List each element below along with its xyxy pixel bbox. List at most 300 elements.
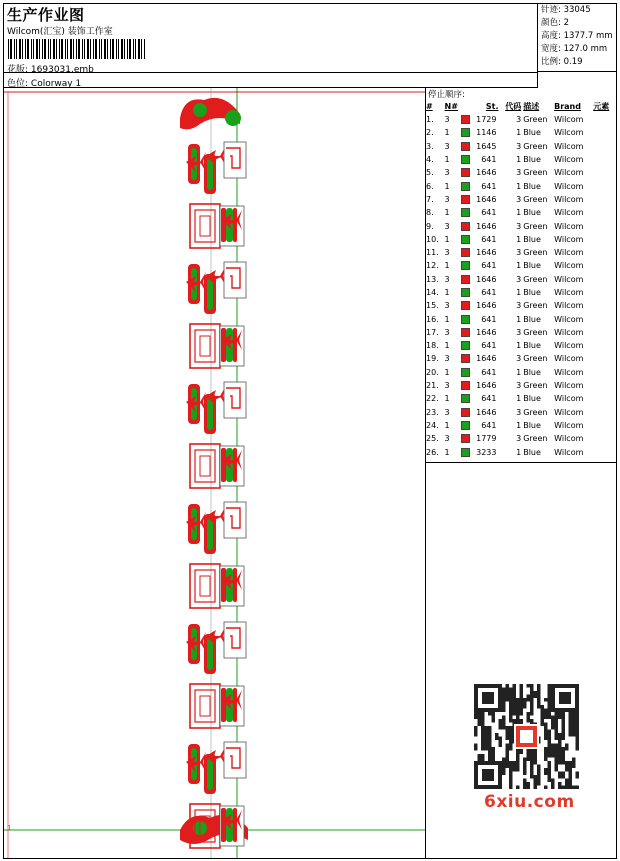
color-swatch xyxy=(461,275,470,284)
origin-marker: 1 xyxy=(7,824,12,832)
color-swatch-cell xyxy=(461,339,475,352)
table-cell: Green xyxy=(523,381,548,391)
table-cell: Blue xyxy=(523,367,541,377)
table-cell: 22. xyxy=(426,394,439,404)
stat-label: 针迹: xyxy=(541,5,561,15)
table-cell: 641 xyxy=(481,288,497,297)
color-swatch xyxy=(461,195,470,204)
table-cell: 1646 xyxy=(476,221,497,231)
table-cell: 1 xyxy=(444,128,450,138)
color-swatch-cell xyxy=(461,312,475,325)
stat-value: 2 xyxy=(563,18,569,28)
color-swatch-cell xyxy=(461,113,475,126)
table-cell: 19. xyxy=(426,354,439,364)
table-cell: Blue xyxy=(523,155,541,165)
table-cell: 1 xyxy=(444,314,450,324)
table-cell: 16. xyxy=(426,314,439,324)
table-cell: Wilcom xyxy=(554,168,584,178)
table-cell: Wilcom xyxy=(554,115,584,125)
table-cell: Wilcom xyxy=(554,261,584,271)
table-cell xyxy=(593,326,616,339)
table-cell: 1 xyxy=(444,341,450,351)
table-cell: 1646 xyxy=(476,301,497,311)
table-cell: 3 xyxy=(516,194,522,204)
table-cell: Wilcom xyxy=(554,354,584,364)
table-row xyxy=(426,339,616,352)
table-cell: 3 xyxy=(516,115,522,125)
table-cell: Wilcom xyxy=(554,208,584,218)
table-cell: Wilcom xyxy=(554,447,584,457)
stat-label: 比例: xyxy=(541,57,561,67)
stat-value: 33045 xyxy=(563,5,591,15)
color-swatch-cell xyxy=(461,166,475,179)
production-worksheet xyxy=(3,3,617,859)
table-cell xyxy=(593,233,616,246)
table-cell: 3 xyxy=(516,168,522,178)
table-cell: 3 xyxy=(444,381,450,391)
table-cell: 641 xyxy=(481,208,497,218)
sequence-heading: 停止顺序: xyxy=(428,90,465,100)
table-cell: Wilcom xyxy=(554,381,584,391)
color-swatch xyxy=(461,288,470,297)
table-cell: Green xyxy=(523,274,548,284)
col-header: # xyxy=(426,102,433,111)
col-header xyxy=(461,100,475,113)
table-cell: 3 xyxy=(444,327,450,337)
color-swatch-cell xyxy=(461,233,475,246)
color-swatch xyxy=(461,354,470,363)
table-cell: 1646 xyxy=(476,381,497,391)
table-cell: Blue xyxy=(523,261,541,271)
table-cell: Blue xyxy=(523,288,541,297)
table-cell: Wilcom xyxy=(554,341,584,351)
table-row xyxy=(426,419,616,432)
table-cell: 641 xyxy=(481,367,497,377)
table-row xyxy=(426,179,616,192)
table-cell: Wilcom xyxy=(554,367,584,377)
color-swatch-cell xyxy=(461,193,475,206)
table-cell xyxy=(593,352,616,365)
table-cell: 9. xyxy=(426,221,434,231)
table-cell xyxy=(593,419,616,432)
color-swatch-cell xyxy=(461,153,475,166)
color-swatch xyxy=(461,208,470,217)
qr-code-icon xyxy=(474,684,579,789)
table-cell: 1 xyxy=(444,234,450,244)
table-cell: Green xyxy=(523,248,548,258)
table-cell: 3 xyxy=(516,354,522,364)
table-cell: 21. xyxy=(426,381,439,391)
color-swatch-cell xyxy=(461,259,475,272)
table-cell: 1 xyxy=(516,394,522,404)
color-swatch xyxy=(461,142,470,151)
table-cell xyxy=(593,273,616,286)
table-row xyxy=(426,432,616,445)
stat-height xyxy=(538,30,616,43)
table-cell: 17. xyxy=(426,327,439,337)
table-cell xyxy=(593,126,616,139)
color-swatch-cell xyxy=(461,140,475,153)
color-swatch-cell xyxy=(461,326,475,339)
table-cell: 13. xyxy=(426,274,439,284)
table-cell: Wilcom xyxy=(554,407,584,417)
table-cell xyxy=(593,246,616,259)
color-swatch xyxy=(461,434,470,443)
table-cell: 1 xyxy=(516,261,522,271)
table-cell: 1 xyxy=(516,181,522,191)
table-cell: 3 xyxy=(516,221,522,231)
company-name: Wilcom(汇宝) 装饰工作室 xyxy=(7,27,113,37)
color-swatch xyxy=(461,341,470,350)
table-row xyxy=(426,246,616,259)
stat-value: 127.0 mm xyxy=(563,44,608,54)
col-header: 代码 xyxy=(505,102,522,111)
color-swatch-cell xyxy=(461,379,475,392)
table-cell: 641 xyxy=(481,341,497,351)
table-cell: 1 xyxy=(516,367,522,377)
color-swatch xyxy=(461,368,470,377)
table-cell: 3 xyxy=(444,274,450,284)
color-swatch xyxy=(461,408,470,417)
col-header: 元素 xyxy=(593,102,610,111)
watermark-site: 6xiu.com xyxy=(484,792,575,812)
table-row xyxy=(426,140,616,153)
table-cell: Wilcom xyxy=(554,288,584,297)
table-cell: Blue xyxy=(523,447,541,457)
table-cell: Green xyxy=(523,327,548,337)
table-cell: 3 xyxy=(516,248,522,258)
col-header: Brand xyxy=(554,102,581,111)
table-cell: 3. xyxy=(426,141,434,151)
color-swatch xyxy=(461,394,470,403)
table-cell xyxy=(593,366,616,379)
table-cell: Wilcom xyxy=(554,181,584,191)
color-swatch xyxy=(461,168,470,177)
table-cell: Blue xyxy=(523,341,541,351)
col-header: St. xyxy=(485,102,499,111)
table-cell: 1 xyxy=(444,367,450,377)
table-row xyxy=(426,153,616,166)
table-cell: Green xyxy=(523,434,548,444)
table-cell xyxy=(593,339,616,352)
table-cell: Blue xyxy=(523,314,541,324)
table-cell: 3 xyxy=(516,327,522,337)
color-swatch-cell xyxy=(461,273,475,286)
table-cell: 3 xyxy=(516,381,522,391)
design-stats xyxy=(538,4,616,72)
table-cell: 1 xyxy=(516,128,522,138)
colorway-label: 色位: xyxy=(7,79,29,89)
table-cell: 1 xyxy=(516,208,522,218)
design-preview xyxy=(4,88,426,858)
table-cell: 1 xyxy=(516,420,522,430)
table-cell: Green xyxy=(523,168,548,178)
table-row xyxy=(426,193,616,206)
table-cell: 5. xyxy=(426,168,434,178)
table-cell: Green xyxy=(523,194,548,204)
page-title: 生产作业图 xyxy=(7,6,85,24)
table-cell xyxy=(593,193,616,206)
table-divider xyxy=(426,462,616,463)
stop-sequence-panel xyxy=(426,88,616,858)
table-cell: 1645 xyxy=(476,141,497,151)
table-cell: Blue xyxy=(523,181,541,191)
color-swatch xyxy=(461,381,470,390)
col-header: 描述 xyxy=(523,102,540,111)
table-cell: 18. xyxy=(426,341,439,351)
table-cell: Wilcom xyxy=(554,314,584,324)
table-cell: 24. xyxy=(426,420,439,430)
table-row xyxy=(426,445,616,458)
table-row xyxy=(426,392,616,405)
stat-label: 宽度: xyxy=(541,44,561,54)
table-row xyxy=(426,366,616,379)
table-cell: Green xyxy=(523,115,548,125)
table-cell xyxy=(593,113,616,126)
color-swatch xyxy=(461,155,470,164)
color-swatch-cell xyxy=(461,392,475,405)
table-cell: 1 xyxy=(516,341,522,351)
table-cell: 23. xyxy=(426,407,439,417)
stat-label: 颜色: xyxy=(541,18,561,28)
table-cell: Green xyxy=(523,141,548,151)
color-swatch xyxy=(461,448,470,457)
table-cell: Blue xyxy=(523,420,541,430)
col-header: N# xyxy=(444,102,458,111)
table-row xyxy=(426,286,616,299)
table-cell: 1779 xyxy=(476,434,497,444)
table-cell: Blue xyxy=(523,394,541,404)
table-cell xyxy=(593,140,616,153)
table-cell xyxy=(593,312,616,325)
table-cell xyxy=(593,406,616,419)
table-cell: 1 xyxy=(444,155,450,165)
table-cell: Wilcom xyxy=(554,420,584,430)
table-cell: 4. xyxy=(426,155,434,165)
color-swatch xyxy=(461,315,470,324)
table-cell: Wilcom xyxy=(554,128,584,138)
table-cell xyxy=(593,179,616,192)
embroidery-pattern xyxy=(4,88,425,858)
table-cell: Wilcom xyxy=(554,248,584,258)
color-swatch xyxy=(461,421,470,430)
table-cell: Green xyxy=(523,301,548,311)
table-cell: 3 xyxy=(516,434,522,444)
table-cell xyxy=(593,206,616,219)
table-cell: 26. xyxy=(426,447,439,457)
stop-sequence-table xyxy=(426,100,616,459)
table-cell: 1 xyxy=(444,447,450,457)
table-row xyxy=(426,126,616,139)
table-cell: 1646 xyxy=(476,274,497,284)
stat-stitches xyxy=(538,4,616,17)
color-swatch-cell xyxy=(461,299,475,312)
table-cell: 641 xyxy=(481,155,497,165)
color-swatch-cell xyxy=(461,419,475,432)
color-swatch xyxy=(461,301,470,310)
color-swatch-cell xyxy=(461,206,475,219)
table-cell: 1 xyxy=(444,181,450,191)
color-swatch-cell xyxy=(461,445,475,458)
table-row xyxy=(426,352,616,365)
table-cell xyxy=(593,445,616,458)
table-cell: 1646 xyxy=(476,407,497,417)
stat-scale xyxy=(538,56,616,69)
table-cell xyxy=(593,379,616,392)
design-label: 花版: xyxy=(7,65,29,75)
color-swatch xyxy=(461,222,470,231)
table-cell: Wilcom xyxy=(554,221,584,231)
table-cell: 3 xyxy=(444,407,450,417)
color-swatch-cell xyxy=(461,352,475,365)
color-swatch xyxy=(461,248,470,257)
table-cell: 10. xyxy=(426,234,439,244)
table-row xyxy=(426,219,616,232)
color-swatch xyxy=(461,261,470,270)
color-swatch xyxy=(461,128,470,137)
color-swatch-cell xyxy=(461,406,475,419)
table-cell: 3 xyxy=(444,194,450,204)
table-cell xyxy=(593,259,616,272)
stat-label: 高度: xyxy=(541,31,561,41)
table-cell: 3 xyxy=(516,274,522,284)
table-cell: 1 xyxy=(444,394,450,404)
table-cell: 1 xyxy=(516,155,522,165)
table-cell: Wilcom xyxy=(554,274,584,284)
table-cell: 11. xyxy=(426,248,439,258)
table-cell: Wilcom xyxy=(554,141,584,151)
table-cell: 641 xyxy=(481,181,497,191)
table-cell: Wilcom xyxy=(554,394,584,404)
table-cell: 3 xyxy=(444,301,450,311)
table-cell: 1646 xyxy=(476,168,497,178)
table-cell: 1 xyxy=(516,447,522,457)
table-cell: 3233 xyxy=(476,447,497,457)
color-swatch xyxy=(461,182,470,191)
color-swatch xyxy=(461,235,470,244)
table-cell: 1 xyxy=(516,314,522,324)
table-cell: 20. xyxy=(426,367,439,377)
table-cell: 3 xyxy=(516,141,522,151)
table-cell: Green xyxy=(523,407,548,417)
table-cell: 641 xyxy=(481,234,497,244)
table-cell: 3 xyxy=(444,168,450,178)
table-cell: 3 xyxy=(516,407,522,417)
table-cell xyxy=(593,286,616,299)
table-cell xyxy=(593,166,616,179)
table-cell: 12. xyxy=(426,261,439,271)
table-cell: Wilcom xyxy=(554,327,584,337)
color-swatch-cell xyxy=(461,286,475,299)
design-value: 1693031.emb xyxy=(30,65,94,75)
table-cell: 641 xyxy=(481,314,497,324)
table-header-row xyxy=(426,100,616,113)
table-cell: 1 xyxy=(444,420,450,430)
table-row xyxy=(426,299,616,312)
table-cell: 1 xyxy=(516,234,522,244)
table-cell: 1 xyxy=(444,288,450,297)
table-cell: 3 xyxy=(444,354,450,364)
table-cell: Wilcom xyxy=(554,301,584,311)
table-cell: 3 xyxy=(444,221,450,231)
table-cell: 1 xyxy=(516,288,522,297)
design-file xyxy=(7,62,94,75)
table-cell: 1729 xyxy=(476,115,497,125)
table-cell: 25. xyxy=(426,434,439,444)
barcode-icon xyxy=(8,39,148,59)
table-cell: 6. xyxy=(426,181,434,191)
table-cell: Wilcom xyxy=(554,155,584,165)
table-row xyxy=(426,259,616,272)
table-cell: 3 xyxy=(444,115,450,125)
table-cell: 641 xyxy=(481,394,497,404)
stat-colors xyxy=(538,17,616,30)
table-cell: Blue xyxy=(523,128,541,138)
table-cell: 641 xyxy=(481,420,497,430)
colorway-value: Colorway 1 xyxy=(30,79,82,89)
stat-width xyxy=(538,43,616,56)
color-swatch-cell xyxy=(461,179,475,192)
table-cell: 1646 xyxy=(476,194,497,204)
color-swatch xyxy=(461,328,470,337)
table-cell: 15. xyxy=(426,301,439,311)
table-cell: 641 xyxy=(481,261,497,271)
color-swatch xyxy=(461,115,470,124)
table-cell: 7. xyxy=(426,194,434,204)
color-swatch-cell xyxy=(461,246,475,259)
table-cell xyxy=(593,153,616,166)
table-cell: Green xyxy=(523,354,548,364)
table-row xyxy=(426,379,616,392)
table-cell: 1. xyxy=(426,115,434,125)
stat-value: 0.19 xyxy=(563,57,583,67)
table-row xyxy=(426,406,616,419)
table-cell: 1 xyxy=(444,208,450,218)
table-row xyxy=(426,113,616,126)
table-row xyxy=(426,233,616,246)
color-swatch-cell xyxy=(461,126,475,139)
table-row xyxy=(426,166,616,179)
table-cell: 3 xyxy=(444,434,450,444)
table-cell: 3 xyxy=(444,141,450,151)
table-row xyxy=(426,273,616,286)
table-cell: 1646 xyxy=(476,354,497,364)
table-cell: 14. xyxy=(426,288,439,297)
table-row xyxy=(426,326,616,339)
table-cell: Wilcom xyxy=(554,434,584,444)
table-cell: 1646 xyxy=(476,327,497,337)
color-swatch-cell xyxy=(461,432,475,445)
table-cell: 1 xyxy=(444,261,450,271)
table-cell: Wilcom xyxy=(554,234,584,244)
table-cell: 3 xyxy=(444,248,450,258)
table-cell: Blue xyxy=(523,234,541,244)
table-row xyxy=(426,312,616,325)
table-cell: 3 xyxy=(516,301,522,311)
table-cell: 1646 xyxy=(476,248,497,258)
table-cell xyxy=(593,219,616,232)
table-cell: 8. xyxy=(426,208,434,218)
table-cell xyxy=(593,392,616,405)
color-swatch-cell xyxy=(461,366,475,379)
table-cell xyxy=(593,432,616,445)
table-cell: 1146 xyxy=(476,128,497,138)
table-cell: Blue xyxy=(523,208,541,218)
table-cell: Wilcom xyxy=(554,194,584,204)
header-panel xyxy=(4,4,538,88)
table-cell xyxy=(593,299,616,312)
color-swatch-cell xyxy=(461,219,475,232)
